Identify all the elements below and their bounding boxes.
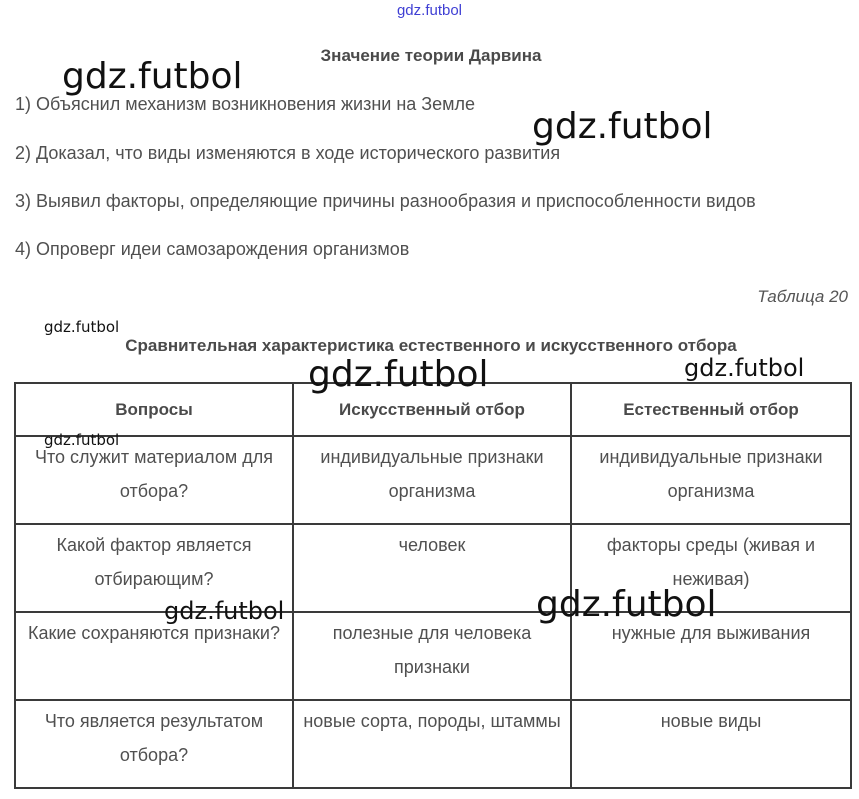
table-cell: новые сорта, породы, штаммы (293, 700, 571, 788)
table-cell: нужные для выживания (571, 612, 851, 700)
table-title: Сравнительная характеристика естественного и искусственного отбора (125, 336, 737, 355)
table-row (15, 524, 851, 612)
header-natural: Естественный отбор (571, 383, 851, 436)
table-row (15, 700, 851, 788)
table-cell: индивидуальные признаки организма (293, 436, 571, 524)
darwin-point-2: 2) Доказал, что виды изменяются в ходе исторического развития (15, 143, 561, 163)
darwin-point-4: 4) Опроверг идеи самозарождения организмов (15, 239, 410, 259)
table-cell: Какие сохраняются признаки? (15, 612, 293, 700)
table-caption: Таблица 20 (757, 287, 848, 306)
site-link[interactable]: gdz.futbol (396, 2, 463, 19)
table-cell: полезные для человека признаки (293, 612, 571, 700)
watermark: gdz.futbol (308, 354, 489, 395)
darwin-point-3: 3) Выявил факторы, определяющие причины разнообразия и приспособленности видов (15, 191, 756, 211)
table-cell: Что является результатом отбора? (15, 700, 293, 788)
watermark: gdz.futbol (62, 56, 243, 97)
watermark: gdz.futbol (536, 584, 717, 625)
table-cell: индивидуальные признаки организма (571, 436, 851, 524)
table-cell: новые виды (571, 700, 851, 788)
header-questions: Вопросы (15, 383, 293, 436)
comparison-table (14, 382, 852, 789)
table-row (15, 612, 851, 700)
watermark: gdz.futbol (164, 597, 285, 625)
table-cell: Что служит материалом для отбора? (15, 436, 293, 524)
table-cell: факторы среды (живая и неживая) (571, 524, 851, 612)
watermark: gdz.futbol (44, 431, 120, 449)
watermark: gdz.futbol (532, 106, 713, 147)
table-row (15, 436, 851, 524)
header-artificial: Искусственный отбор (293, 383, 571, 436)
watermark: gdz.futbol (44, 318, 120, 336)
table-cell: Какой фактор является отбирающим? (15, 524, 293, 612)
watermark: gdz.futbol (684, 354, 805, 382)
section-title: Значение теории Дарвина (320, 46, 542, 65)
table-cell: человек (293, 524, 571, 612)
darwin-point-1: 1) Объяснил механизм возникновения жизни на Земле (15, 94, 476, 114)
